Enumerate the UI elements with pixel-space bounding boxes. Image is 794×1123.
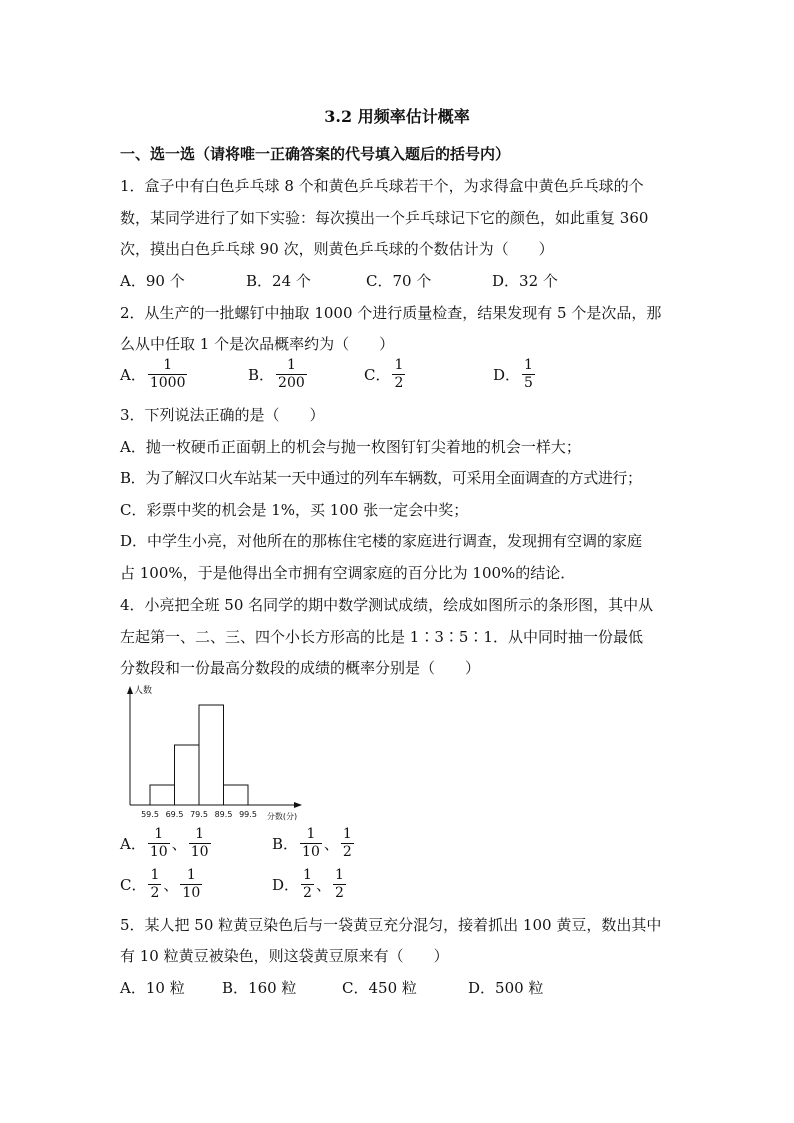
q2-line-2: 么从中任取 1 个是次品概率约为（ ） [120,335,395,353]
denominator: 1000 [149,375,186,391]
q4-line-1: 4．小亮把全班 50 名同学的期中数学测试成绩，绘成如图所示的条形图，其中从 [120,596,654,614]
fraction [276,357,307,392]
separator: 、 [323,835,339,853]
option-label: C． [364,366,391,384]
q1-option-a: A．90 个 [120,272,185,290]
denominator: 2 [394,375,404,391]
numerator: 1 [286,357,296,373]
q3-option-c: C．彩票中奖的机会是 1%，买 100 张一定会中奖； [120,501,469,519]
histogram-bar [199,705,224,805]
q3-stem: 3．下列说法正确的是（ ） [120,406,325,424]
numerator: 1 [342,826,352,842]
q2-option-b [248,357,309,392]
fraction [148,826,170,861]
denominator: 10 [190,844,209,860]
separator: 、 [171,835,187,853]
fraction [341,826,354,861]
numerator: 1 [154,826,164,842]
numerator: 1 [195,826,205,842]
section-heading: 一、选一选（请将唯一正确答案的代号填入题后的括号内） [120,145,511,163]
y-axis-arrow [127,686,133,694]
q3-option-d-line-2: 占 100%，于是他得出全市拥有空调家庭的百分比为 100%的结论． [120,564,576,582]
q4-option-b [272,826,356,861]
fraction [392,357,405,392]
q1-option-b: B．24 个 [246,272,311,290]
separator: 、 [315,876,331,894]
denominator: 2 [150,885,160,901]
fraction [180,867,202,902]
fraction [189,826,211,861]
option-label: B． [248,366,275,384]
denominator: 2 [334,885,344,901]
numerator: 1 [150,867,160,883]
q4-option-a [120,826,213,861]
numerator: 1 [306,826,316,842]
denominator: 200 [278,375,305,391]
q5-option-c: C．450 粒 [342,979,417,997]
fraction [301,867,314,902]
x-tick-label: 79.5 [190,810,208,819]
x-tick-label: 99.5 [239,810,257,819]
option-label: D． [493,366,521,384]
q3-option-a: A．抛一枚硬币正面朝上的机会与抛一枚图钉钉尖着地的机会一样大； [120,438,581,456]
histogram-chart [112,680,312,825]
option-label: B． [272,835,299,853]
q5-line-1: 5．某人把 50 粒黄豆染色后与一袋黄豆充分混匀，接着抓出 100 黄豆，数出其中 [120,916,662,934]
x-axis-arrow [294,802,302,808]
q4-line-2: 左起第一、二、三、四个小长方形高的比是 1∶3∶5∶1．从中同时抽一份最低 [120,628,643,646]
q3-option-d-line-1: D．中学生小亮，对他所在的那栋住宅楼的家庭进行调查，发现拥有空调的家庭 [120,532,643,550]
x-tick-label: 69.5 [165,810,184,819]
q4-line-3: 分数段和一份最高分数段的成绩的概率分别是（ ） [120,659,481,677]
q4-option-d [272,867,348,902]
numerator: 1 [163,357,173,373]
denominator: 10 [182,885,201,901]
page-title: 3.2 用频率估计概率 [324,107,470,126]
q2-option-a [120,357,189,392]
fraction [333,867,346,902]
x-tick-label: 89.5 [214,810,233,819]
fraction [300,826,322,861]
q1-line-1: 1．盒子中有白色乒乓球 8 个和黄色乒乓球若干个，为求得盒中黄色乒乓球的个 [120,177,644,195]
option-label: A． [120,366,146,384]
q5-option-a: A．10 粒 [120,979,185,997]
q1-option-d: D．32 个 [492,272,558,290]
q5-option-d: D．500 粒 [468,979,544,997]
fraction [148,357,188,392]
q2-option-d [493,357,537,392]
numerator: 1 [186,867,196,883]
separator: 、 [163,876,179,894]
y-axis-label: 人数 [134,686,153,696]
denominator: 5 [524,375,533,391]
denominator: 2 [342,844,352,860]
option-label: D． [272,876,300,894]
histogram-bar [150,785,175,805]
q2-line-1: 2．从生产的一批螺钉中抽取 1000 个进行质量检查，结果发现有 5 个是次品，那 [120,304,662,322]
numerator: 1 [303,867,312,883]
denominator: 10 [149,844,168,860]
histogram-bar [175,745,200,805]
numerator: 1 [524,357,533,373]
numerator: 1 [394,357,404,373]
option-label: A． [120,835,146,853]
histogram-bar [224,785,249,805]
denominator: 2 [303,885,312,901]
q1-option-c: C．70 个 [366,272,432,290]
fraction [522,357,535,392]
q5-option-b: B．160 粒 [222,979,297,997]
q1-line-2: 数，某同学进行了如下实验：每次摸出一个乒乓球记下它的颜色，如此重复 360 [120,209,649,227]
option-label: C． [120,876,147,894]
numerator: 1 [334,867,344,883]
x-tick-label: 59.5 [141,810,159,819]
q1-line-3: 次，摸出白色乒乓球 90 次，则黄色乒乓球的个数估计为（ ） [120,240,554,258]
denominator: 10 [302,844,320,860]
q4-option-c [120,867,204,902]
q3-option-b: B．为了解汉口火车站某一天中通过的列车车辆数，可采用全面调查的方式进行； [120,469,642,487]
x-axis-label: 分数(分) [266,812,298,821]
q2-option-c [364,357,407,392]
q5-line-2: 有 10 粒黄豆被染色，则这袋黄豆原来有（ ） [120,947,449,965]
fraction [148,867,161,902]
